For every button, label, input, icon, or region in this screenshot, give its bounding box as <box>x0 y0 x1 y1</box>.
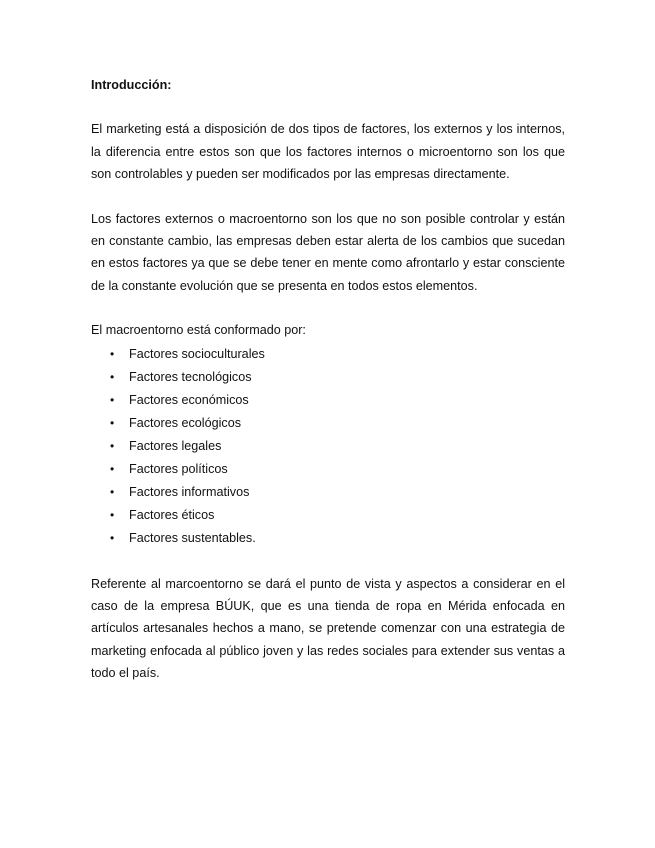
factors-list <box>91 343 565 551</box>
list-item <box>91 389 565 412</box>
list-item <box>91 504 565 527</box>
list-item <box>91 458 565 481</box>
paragraph-buuk-strategy: Referente al marcoentorno se dará el punto de vista y aspectos a considerar en el caso de la empresa BÚUK, que es una tienda de ropa en Mérida enfocada en artículos artesanales hechos a mano, se pretende comenzar con una estrategia de marketing enfocada al público joven y las redes sociales para extender sus ventas a todo el país. <box>91 576 565 681</box>
list-item-text: Factores políticos <box>129 462 228 477</box>
list-item-text: Factores informativos <box>129 485 250 500</box>
bullet-icon: • <box>110 346 115 361</box>
list-item-text: Factores tecnológicos <box>129 369 252 384</box>
bullet-icon: • <box>110 392 115 407</box>
list-item-text: Factores ecológicos <box>129 415 241 430</box>
list-item <box>91 366 565 389</box>
list-item <box>91 527 565 550</box>
bullet-icon: • <box>110 439 115 454</box>
list-intro: El macroentorno está conformado por: <box>91 323 306 338</box>
bullet-icon: • <box>110 369 115 384</box>
list-item <box>91 343 565 366</box>
bullet-icon: • <box>110 485 115 500</box>
bullet-icon: • <box>110 462 115 477</box>
paragraph-macroentorno: Los factores externos o macroentorno son los que no son posible controlar y están en constante cambio, las empresas deben estar alerta de los cambios que sucedan en estos factores ya que se debe tener en mente como afrontarlo y estar consciente de la constante evolución que se presenta en todos estos elementos. <box>91 211 565 293</box>
list-item-text: Factores sustentables. <box>129 531 256 546</box>
list-item <box>91 481 565 504</box>
document-page <box>91 74 565 685</box>
list-item <box>91 412 565 435</box>
list-item-text: Factores éticos <box>129 508 215 523</box>
list-item-text: Factores legales <box>129 439 222 454</box>
list-item-text: Factores económicos <box>129 392 249 407</box>
section-heading: Introducción: <box>91 78 172 92</box>
paragraph-marketing-factors: El marketing está a disposición de dos tipos de factores, los externos y los internos, la diferencia entre estos son que los factores internos o microentorno son los que son controlables y pueden ser modificados por las empresas directamente. <box>91 122 565 182</box>
list-item-text: Factores socioculturales <box>129 346 265 361</box>
bullet-icon: • <box>110 508 115 523</box>
list-item <box>91 435 565 458</box>
bullet-icon: • <box>110 531 115 546</box>
bullet-icon: • <box>110 415 115 430</box>
